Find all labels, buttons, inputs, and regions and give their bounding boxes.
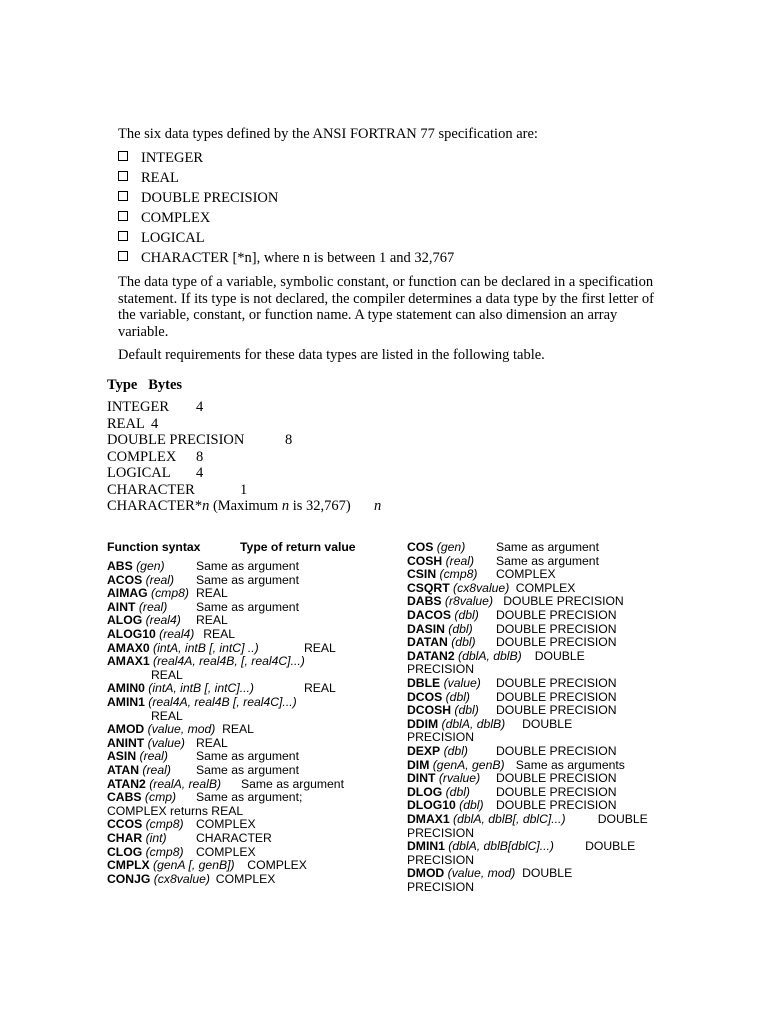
function-args: (real): [139, 763, 171, 777]
function-args: (real): [136, 749, 168, 764]
function-return-type: REAL: [196, 613, 228, 628]
function-name: COS: [407, 540, 434, 554]
checkbox-icon: [118, 191, 128, 201]
bullet-item: COMPLEX: [118, 210, 210, 227]
function-args: (dbl): [447, 635, 476, 650]
function-row: [107, 858, 235, 872]
function-name: CSQRT: [407, 580, 450, 595]
function-name: DLOG10: [407, 798, 456, 813]
function-row: [407, 622, 473, 636]
function-args: (gen): [433, 540, 466, 554]
function-args: (cmp8): [142, 844, 184, 859]
function-name: CHAR: [107, 831, 143, 845]
function-return-type: DOUBLE: [522, 716, 573, 731]
function-name: CMPLX: [107, 858, 150, 873]
function-row: [407, 635, 476, 649]
bullet-item: DOUBLE PRECISION: [118, 190, 278, 207]
function-name: DDIM: [407, 716, 439, 731]
type-table-type: DOUBLE PRECISION: [107, 432, 245, 448]
function-name: DASIN: [407, 621, 445, 636]
function-args: (dbl): [442, 784, 470, 799]
function-return-type: Same as argument: [496, 540, 599, 554]
function-name: DCOS: [407, 689, 443, 704]
function-row: [407, 540, 465, 554]
function-args: (real): [135, 599, 168, 614]
function-row: [107, 559, 165, 573]
type-table-bytes: 4: [151, 416, 159, 432]
function-args: (dblA, dblB): [454, 648, 522, 663]
function-row: PRECISION: [407, 825, 475, 840]
function-args: (intA, intB [, intC] ..): [149, 640, 259, 655]
type-table-type: LOGICAL: [107, 465, 171, 481]
bullet-item: REAL: [118, 170, 179, 187]
function-row: [107, 586, 189, 600]
function-args: (dblA, dblB): [438, 716, 506, 731]
function-row: [107, 573, 174, 587]
function-return-type: DOUBLE PRECISION: [496, 798, 617, 813]
type-table-bytes: n: [374, 498, 382, 514]
function-args: (value): [144, 735, 185, 750]
function-args: (dbl): [442, 689, 470, 704]
function-args: (real4A, real4B, [, real4C]...): [149, 654, 305, 669]
function-row: [107, 654, 305, 668]
function-return-type: DOUBLE PRECISION: [496, 621, 617, 636]
function-name: DBLE: [407, 676, 441, 690]
function-args: (rvalue): [435, 771, 481, 786]
function-return-type: DOUBLE PRECISION: [496, 635, 617, 650]
function-name: DMIN1: [407, 839, 445, 854]
function-return-type: REAL: [203, 627, 236, 641]
function-row: [407, 608, 479, 622]
function-name: ACOS: [107, 572, 143, 587]
function-syntax-header: Function syntax: [107, 540, 201, 554]
function-return-type: COMPLEX: [196, 844, 256, 859]
function-return-type: Same as argument;: [196, 790, 303, 805]
function-return-type: Same as argument: [496, 553, 599, 568]
type-table-bytes: 4: [196, 399, 204, 415]
function-return-type: COMPLEX: [215, 871, 276, 886]
type-table-bytes: 4: [196, 465, 204, 481]
type-table-type: CHARACTER: [107, 482, 195, 498]
function-row: PRECISION: [407, 662, 475, 677]
function-args: (genA [, genB]): [149, 858, 235, 873]
function-row: [407, 594, 493, 608]
function-args: (cx8value): [449, 580, 510, 595]
type-var: n: [281, 498, 290, 514]
function-row: [107, 817, 184, 831]
type-note: is 32,767): [289, 498, 351, 514]
function-return-type: Same as argument: [196, 749, 299, 764]
function-name: ALOG: [107, 613, 143, 628]
function-return-type: Same as argument: [241, 776, 344, 791]
function-row: [407, 798, 484, 812]
function-row: [107, 790, 176, 804]
function-row: [107, 641, 259, 655]
function-return-type: COMPLEX: [515, 580, 576, 595]
function-args: (cmp8): [142, 817, 184, 832]
function-row: [107, 872, 210, 886]
function-args: (cmp): [141, 790, 177, 805]
paragraph: Default requirements for these data types are listed in the following table.: [118, 347, 545, 363]
function-args: (r8value): [441, 594, 494, 609]
checkbox-icon: [118, 231, 128, 241]
function-row: [107, 763, 171, 777]
function-row: [407, 785, 470, 799]
function-row: [407, 744, 468, 758]
function-return-type: REAL: [196, 735, 228, 750]
function-name: DATAN: [407, 635, 448, 650]
function-args: (cmp8): [436, 567, 478, 582]
type-table-bytes: 8: [196, 449, 204, 465]
function-row: [407, 567, 477, 581]
function-name: DATAN2: [407, 648, 455, 663]
function-name: DIM: [407, 757, 430, 772]
type-note: (Maximum: [209, 498, 282, 514]
function-return-type: Same as argument: [196, 599, 299, 614]
function-row: COMPLEX returns REAL: [107, 803, 244, 818]
function-row: PRECISION: [407, 730, 475, 745]
function-row: [407, 812, 566, 826]
function-name: ANINT: [107, 735, 145, 750]
function-return-type: DOUBLE: [522, 866, 573, 881]
function-name: ASIN: [107, 749, 137, 764]
function-args: (dbl): [440, 744, 468, 758]
function-row: [107, 681, 254, 695]
function-row: [407, 703, 479, 717]
function-name: CSIN: [407, 567, 437, 582]
function-name: AMIN0: [107, 681, 145, 696]
function-name: DACOS: [407, 608, 452, 622]
function-name: AIMAG: [107, 586, 148, 601]
function-row: [107, 749, 168, 763]
function-return-type: DOUBLE PRECISION: [496, 689, 617, 704]
function-row: PRECISION: [407, 852, 475, 867]
function-name: AMAX0: [107, 640, 150, 655]
checkbox-icon: [118, 171, 128, 181]
function-return-type: DOUBLE: [534, 648, 585, 663]
function-name: DMAX1: [407, 812, 450, 826]
bullet-item: LOGICAL: [118, 230, 205, 247]
function-return-type: Same as arguments: [515, 757, 625, 772]
function-return-type: DOUBLE PRECISION: [496, 703, 617, 718]
function-row: [407, 758, 505, 772]
function-row: [407, 690, 470, 704]
function-args: (real): [442, 553, 475, 568]
function-return-type: DOUBLE: [597, 812, 648, 826]
function-return-type: COMPLEX: [196, 817, 256, 832]
function-return-type: COMPLEX: [247, 858, 307, 873]
function-return-type: CHARACTER: [196, 831, 272, 845]
function-args: (intA, intB [, intC]...): [144, 681, 254, 696]
function-args: (real): [142, 572, 175, 587]
function-return-type: COMPLEX: [496, 567, 556, 582]
function-row: [107, 695, 297, 709]
function-return-type: DOUBLE: [585, 839, 636, 854]
function-return-type: Same as argument: [196, 763, 299, 777]
function-name: ATAN2: [107, 776, 146, 791]
function-row: [407, 866, 515, 880]
type-table-type: INTEGER: [107, 399, 170, 415]
checkbox-icon: [118, 251, 128, 261]
function-row: [407, 581, 509, 595]
type-table-bytes: 1: [240, 482, 248, 498]
function-row: REAL: [151, 708, 183, 723]
function-args: (dbl): [451, 703, 479, 718]
checkbox-icon: [118, 211, 128, 221]
function-row: [407, 676, 481, 690]
function-row: [107, 600, 167, 614]
function-return-type: REAL: [304, 640, 336, 655]
function-row: REAL: [151, 667, 183, 682]
function-args: (genA, genB): [429, 757, 505, 772]
function-return-type: DOUBLE PRECISION: [496, 744, 617, 758]
function-row: [107, 722, 215, 736]
function-row: [107, 845, 184, 859]
function-args: (dblA, dblB[dblC]...): [444, 839, 554, 854]
function-name: CLOG: [107, 844, 143, 859]
function-args: (real4): [142, 613, 181, 628]
function-return-type: DOUBLE PRECISION: [496, 676, 617, 690]
function-name: DABS: [407, 594, 442, 609]
function-name: ABS: [107, 559, 133, 573]
function-name: AMAX1: [107, 654, 150, 669]
paragraph: The data type of a variable, symbolic constant, or function can be declared in a specification statement. If its type is not declared, the compiler determines a data type by the first letter of the variable, constant, or function name. A type statement can also dimension an array variable.: [118, 274, 654, 340]
function-name: DLOG: [407, 784, 443, 799]
function-return-type: DOUBLE PRECISION: [496, 771, 617, 786]
function-name: DCOSH: [407, 703, 452, 718]
function-args: (cmp8): [147, 586, 189, 601]
function-args: (dbl): [455, 798, 484, 813]
function-row: [107, 627, 194, 641]
function-name: AINT: [107, 599, 136, 614]
function-return-type: REAL: [222, 722, 254, 737]
type-table-type: REAL: [107, 416, 145, 432]
function-row: PRECISION: [407, 880, 475, 894]
type-table-type: [107, 498, 351, 515]
function-row: [407, 771, 480, 785]
function-args: (cx8value): [150, 871, 210, 886]
function-args: (value, mod): [444, 866, 516, 881]
function-args: (dbl): [444, 621, 473, 636]
function-name: CONJG: [107, 871, 151, 886]
function-row: [107, 613, 181, 627]
function-name: AMOD: [107, 722, 145, 737]
function-args: (int): [142, 831, 167, 845]
function-return-type: REAL: [196, 586, 228, 601]
function-args: (dblA, dblB[, dblC]...): [449, 812, 566, 826]
function-name: DINT: [407, 771, 436, 786]
type-table-bytes: 8: [285, 432, 293, 448]
function-row: [107, 831, 167, 845]
function-name: ATAN: [107, 763, 140, 777]
function-name: AMIN1: [107, 695, 145, 709]
function-args: (value): [440, 676, 481, 690]
function-return-type: DOUBLE PRECISION: [496, 608, 617, 622]
function-return-type: Same as argument: [196, 572, 299, 587]
intro-text: The six data types defined by the ANSI FORTRAN 77 specification are:: [118, 126, 538, 142]
function-args: (real4A, real4B [, real4C]...): [144, 695, 297, 709]
type-table-type: COMPLEX: [107, 449, 177, 465]
function-return-type: DOUBLE PRECISION: [496, 784, 617, 799]
function-return-type: REAL: [304, 681, 336, 696]
function-row: [407, 649, 522, 663]
function-return-type: DOUBLE PRECISION: [503, 594, 624, 609]
function-row: [407, 717, 505, 731]
type-var: n: [202, 498, 210, 514]
function-name: COSH: [407, 553, 443, 568]
function-args: (value, mod): [144, 722, 216, 737]
function-row: [107, 777, 221, 791]
function-args: (real4): [155, 627, 195, 641]
function-name: CABS: [107, 790, 142, 805]
function-name: DMOD: [407, 866, 445, 881]
function-row: [107, 736, 185, 750]
bullet-item: CHARACTER [*n], where n is between 1 and 32,767: [118, 250, 454, 267]
function-args: (dbl): [451, 608, 479, 622]
function-row: [407, 554, 474, 568]
function-args: (realA, realB): [145, 776, 222, 791]
return-type-header: Type of return value: [240, 540, 356, 554]
function-return-type: Same as argument: [196, 559, 299, 573]
bullet-item: INTEGER: [118, 150, 203, 167]
function-name: CCOS: [107, 817, 143, 832]
function-args: (gen): [132, 559, 165, 573]
function-row: [407, 839, 554, 853]
function-name: DEXP: [407, 744, 441, 758]
type-table-header: Type Bytes: [107, 377, 183, 393]
type-name: CHARACTER*: [107, 498, 203, 514]
checkbox-icon: [118, 151, 128, 161]
function-name: ALOG10: [107, 627, 156, 641]
